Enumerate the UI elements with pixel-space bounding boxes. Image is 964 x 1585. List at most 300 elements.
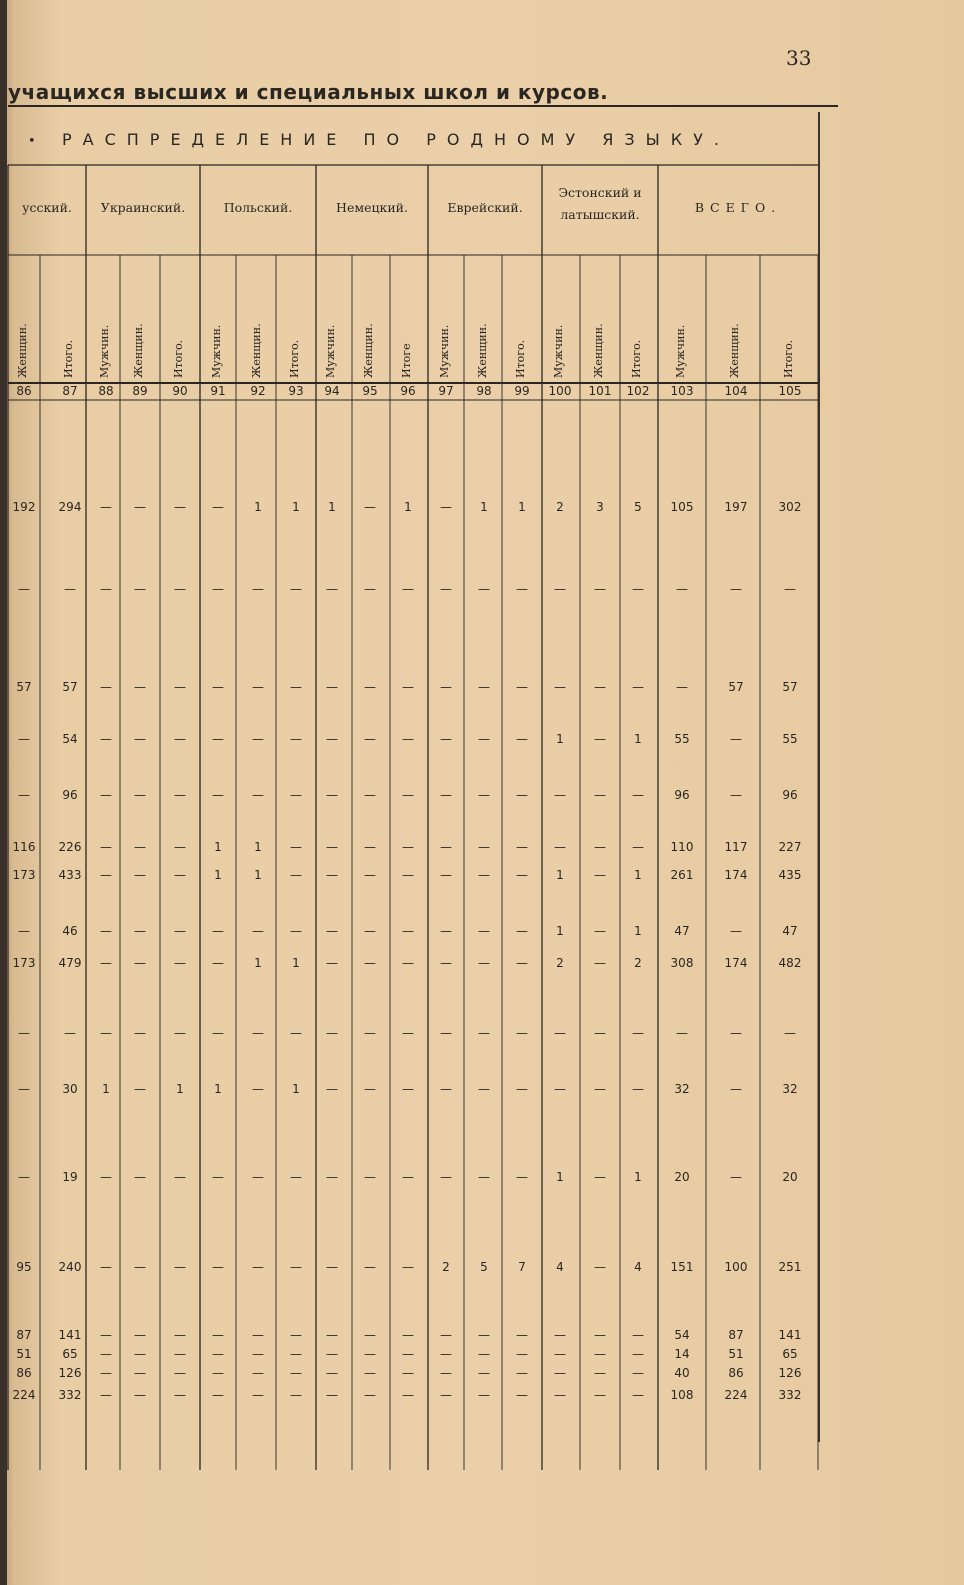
table-cell: — xyxy=(784,582,796,596)
table-cell: — xyxy=(252,1388,264,1402)
table-cell: — xyxy=(516,1328,528,1342)
table-cell: — xyxy=(134,500,146,514)
table-cell: — xyxy=(784,1026,796,1040)
table-cell: — xyxy=(440,956,452,970)
subheader-label: Женщин. xyxy=(250,323,263,378)
table-cell: — xyxy=(554,680,566,694)
table-cell: 20 xyxy=(674,1170,690,1184)
table-cell: — xyxy=(212,1366,224,1380)
table-cell: — xyxy=(134,1170,146,1184)
table-cell: — xyxy=(290,840,302,854)
table-cell: — xyxy=(402,1366,414,1380)
table-cell: 86 xyxy=(16,1366,32,1380)
table-cell: — xyxy=(676,680,688,694)
table-cell: 57 xyxy=(16,680,32,694)
table-cell: — xyxy=(134,1366,146,1380)
table-cell: — xyxy=(252,1366,264,1380)
table-cell: 197 xyxy=(724,500,748,514)
table-cell: 435 xyxy=(778,868,802,882)
table-cell: 1 xyxy=(254,500,262,514)
table-cell: — xyxy=(252,924,264,938)
column-number: 88 xyxy=(98,384,114,398)
table-cell: — xyxy=(18,1170,30,1184)
table-cell: 1 xyxy=(254,840,262,854)
table-cell: — xyxy=(134,680,146,694)
table-cell: 117 xyxy=(724,840,748,854)
language-header: ВСЕГО. xyxy=(694,200,782,215)
table-cell: — xyxy=(554,840,566,854)
column-number: 97 xyxy=(438,384,454,398)
subheader-label: Итого. xyxy=(288,339,301,378)
table-cell: — xyxy=(594,840,606,854)
subheader-label: Женщин. xyxy=(132,323,145,378)
table-cell: 1 xyxy=(292,1082,300,1096)
table-cell: — xyxy=(364,1026,376,1040)
table-cell: 1 xyxy=(518,500,526,514)
column-number: 98 xyxy=(476,384,492,398)
table-cell: — xyxy=(632,582,644,596)
column-number: 101 xyxy=(588,384,612,398)
table-cell: — xyxy=(554,1347,566,1361)
table-cell: 1 xyxy=(214,1082,222,1096)
table-cell: 2 xyxy=(634,956,642,970)
table-cell: 1 xyxy=(556,732,564,746)
table-cell: — xyxy=(554,1388,566,1402)
table-cell: — xyxy=(364,788,376,802)
table-cell: — xyxy=(326,788,338,802)
table-cell: 224 xyxy=(12,1388,36,1402)
table-cell: — xyxy=(326,1170,338,1184)
table-cell: — xyxy=(516,732,528,746)
table-cell: 1 xyxy=(176,1082,184,1096)
table-cell: 4 xyxy=(634,1260,642,1274)
table-cell: — xyxy=(730,924,742,938)
table-cell: — xyxy=(326,1026,338,1040)
table-cell: — xyxy=(174,500,186,514)
table-cell: — xyxy=(632,788,644,802)
table-cell: 65 xyxy=(62,1347,78,1361)
table-cell: — xyxy=(516,1366,528,1380)
table-cell: — xyxy=(174,1328,186,1342)
table-cell: 174 xyxy=(724,956,748,970)
table-cell: — xyxy=(134,956,146,970)
table-cell: 87 xyxy=(728,1328,744,1342)
table-cell: — xyxy=(730,788,742,802)
table-cell: 227 xyxy=(778,840,802,854)
table-cell: 5 xyxy=(634,500,642,514)
table-cell: — xyxy=(290,868,302,882)
table-cell: 86 xyxy=(728,1366,744,1380)
table-cell: 116 xyxy=(12,840,36,854)
table-cell: — xyxy=(594,1347,606,1361)
table-cell: — xyxy=(516,924,528,938)
table-cell: — xyxy=(516,840,528,854)
table-cell: — xyxy=(290,582,302,596)
table-cell: 482 xyxy=(778,956,802,970)
table-cell: — xyxy=(478,840,490,854)
table-cell: — xyxy=(478,868,490,882)
table-cell: — xyxy=(402,732,414,746)
table-cell: 4 xyxy=(556,1260,564,1274)
table-cell: — xyxy=(100,582,112,596)
table-cell: — xyxy=(402,840,414,854)
table-cell: — xyxy=(402,788,414,802)
column-number: 104 xyxy=(724,384,748,398)
table-cell: — xyxy=(134,1026,146,1040)
table-cell: 308 xyxy=(670,956,694,970)
table-cell: 224 xyxy=(724,1388,748,1402)
table-cell: 57 xyxy=(782,680,798,694)
table-cell: 126 xyxy=(58,1366,82,1380)
table-cell: 96 xyxy=(674,788,690,802)
table-cell: — xyxy=(290,680,302,694)
table-cell: — xyxy=(402,924,414,938)
table-cell: — xyxy=(364,868,376,882)
table-cell: 96 xyxy=(62,788,78,802)
table-cell: — xyxy=(174,1260,186,1274)
table-cell: — xyxy=(594,1026,606,1040)
table-cell: 332 xyxy=(778,1388,802,1402)
table-cell: — xyxy=(402,956,414,970)
table-cell: — xyxy=(326,868,338,882)
table-cell: — xyxy=(594,924,606,938)
table-cell: — xyxy=(676,582,688,596)
table-cell: 51 xyxy=(16,1347,32,1361)
table-cell: — xyxy=(290,924,302,938)
table-cell: — xyxy=(632,1026,644,1040)
column-number: 89 xyxy=(132,384,148,398)
table-cell: — xyxy=(326,1388,338,1402)
table-cell: — xyxy=(730,582,742,596)
table-cell: — xyxy=(290,1170,302,1184)
table-cell: — xyxy=(632,1388,644,1402)
table-cell: — xyxy=(290,1328,302,1342)
table-cell: — xyxy=(174,1347,186,1361)
table-cell: 32 xyxy=(782,1082,798,1096)
table-cell: — xyxy=(364,1328,376,1342)
table-cell: — xyxy=(18,788,30,802)
language-header: Еврейский. xyxy=(447,200,523,215)
table-cell: — xyxy=(440,788,452,802)
table-cell: — xyxy=(174,1388,186,1402)
table-cell: — xyxy=(364,582,376,596)
table-cell: 19 xyxy=(62,1170,78,1184)
table-cell: — xyxy=(364,1347,376,1361)
table-cell: — xyxy=(440,1388,452,1402)
table-cell: 1 xyxy=(634,1170,642,1184)
column-number: 99 xyxy=(514,384,530,398)
table-cell: 51 xyxy=(728,1347,744,1361)
table-cell: — xyxy=(212,582,224,596)
table-cell: 105 xyxy=(670,500,694,514)
table-cell: 55 xyxy=(782,732,798,746)
table-cell: — xyxy=(100,1328,112,1342)
table-cell: 126 xyxy=(778,1366,802,1380)
table-cell: 1 xyxy=(254,868,262,882)
table-cell: — xyxy=(594,1260,606,1274)
table-cell: 1 xyxy=(480,500,488,514)
table-cell: — xyxy=(212,788,224,802)
subheader-label: Мужчин. xyxy=(324,324,337,378)
column-number: 93 xyxy=(288,384,304,398)
table-cell: — xyxy=(252,680,264,694)
table-cell: 1 xyxy=(102,1082,110,1096)
table-cell: 95 xyxy=(16,1260,32,1274)
table-cell: — xyxy=(364,1082,376,1096)
table-cell: 2 xyxy=(442,1260,450,1274)
table-cell: 2 xyxy=(556,500,564,514)
table-cell: 40 xyxy=(674,1366,690,1380)
column-number: 100 xyxy=(548,384,572,398)
table-cell: — xyxy=(18,1026,30,1040)
table-cell: 54 xyxy=(62,732,78,746)
table-cell: — xyxy=(440,924,452,938)
table-cell: — xyxy=(364,1170,376,1184)
column-number: 96 xyxy=(400,384,416,398)
section-title: РАСПРЕДЕЛЕНИЕ ПО РОДНОМУ ЯЗЫКУ. xyxy=(62,130,730,149)
table-cell: — xyxy=(212,680,224,694)
table-cell: 2 xyxy=(556,956,564,970)
subheader-label: Итого. xyxy=(782,339,795,378)
table-cell: — xyxy=(326,1082,338,1096)
table-cell: — xyxy=(516,1170,528,1184)
table-cell: 1 xyxy=(292,956,300,970)
table-cell: — xyxy=(478,1388,490,1402)
table-cell: 151 xyxy=(670,1260,694,1274)
column-number: 92 xyxy=(250,384,266,398)
table-cell: — xyxy=(212,732,224,746)
table-cell: — xyxy=(326,680,338,694)
table-cell: — xyxy=(516,1026,528,1040)
table-cell: — xyxy=(326,956,338,970)
table-cell: — xyxy=(440,732,452,746)
table-cell: — xyxy=(134,582,146,596)
table-cell: — xyxy=(632,1366,644,1380)
table-cell: — xyxy=(18,924,30,938)
table-cell: — xyxy=(212,1347,224,1361)
table-cell: 294 xyxy=(58,500,82,514)
table-cell: 433 xyxy=(58,868,82,882)
table-cell: — xyxy=(100,788,112,802)
table-cell: — xyxy=(326,1328,338,1342)
table-cell: — xyxy=(516,868,528,882)
table-cell: — xyxy=(364,956,376,970)
table-cell: 332 xyxy=(58,1388,82,1402)
section-bullet: • xyxy=(28,134,36,149)
table-cell: — xyxy=(212,1026,224,1040)
table-cell: — xyxy=(478,1328,490,1342)
table-cell: — xyxy=(554,1082,566,1096)
table-cell: — xyxy=(134,868,146,882)
table-cell: — xyxy=(516,1347,528,1361)
table-cell: — xyxy=(252,1347,264,1361)
table-cell: 1 xyxy=(556,1170,564,1184)
table-cell: — xyxy=(290,1366,302,1380)
table-cell: — xyxy=(516,1082,528,1096)
table-cell: — xyxy=(632,1347,644,1361)
table-cell: — xyxy=(632,1328,644,1342)
table-cell: — xyxy=(730,1026,742,1040)
table-cell: 1 xyxy=(556,868,564,882)
table-cell: — xyxy=(478,732,490,746)
table-cell: — xyxy=(594,1328,606,1342)
table-cell: — xyxy=(100,868,112,882)
column-number: 105 xyxy=(778,384,802,398)
table-cell: — xyxy=(212,500,224,514)
table-cell: 20 xyxy=(782,1170,798,1184)
table-cell: — xyxy=(100,1388,112,1402)
table-cell: 3 xyxy=(596,500,604,514)
table-cell: — xyxy=(554,1026,566,1040)
table-cell: — xyxy=(478,1170,490,1184)
table-cell: 141 xyxy=(58,1328,82,1342)
table-cell: 47 xyxy=(782,924,798,938)
table-cell: 54 xyxy=(674,1328,690,1342)
table-cell: — xyxy=(134,1328,146,1342)
subheader-label: Женщин. xyxy=(728,323,741,378)
table-cell: — xyxy=(174,732,186,746)
table-cell: — xyxy=(252,1082,264,1096)
table-cell: — xyxy=(516,788,528,802)
table-cell: 141 xyxy=(778,1328,802,1342)
subheader-label: Итоге xyxy=(400,343,413,378)
table-cell: — xyxy=(594,1082,606,1096)
table-cell: 174 xyxy=(724,868,748,882)
table-cell: — xyxy=(440,1328,452,1342)
table-cell: — xyxy=(18,732,30,746)
table-cell: — xyxy=(440,1026,452,1040)
table-cell: — xyxy=(212,1170,224,1184)
table-cell: — xyxy=(174,924,186,938)
language-header: Польский. xyxy=(223,200,293,215)
table-cell: 46 xyxy=(62,924,78,938)
table-cell: — xyxy=(100,840,112,854)
table-cell: — xyxy=(402,1026,414,1040)
table-cell: — xyxy=(290,732,302,746)
table-cell: — xyxy=(174,1170,186,1184)
table-cell: — xyxy=(174,868,186,882)
table-cell: — xyxy=(594,1366,606,1380)
table-cell: — xyxy=(478,924,490,938)
table-cell: — xyxy=(18,582,30,596)
subheader-label: Итого. xyxy=(514,339,527,378)
table-cell: — xyxy=(290,1026,302,1040)
column-number: 103 xyxy=(670,384,694,398)
table-cell: — xyxy=(100,1366,112,1380)
column-number: 102 xyxy=(626,384,650,398)
table-cell: — xyxy=(478,1026,490,1040)
table-cell: — xyxy=(18,1082,30,1096)
table-cell: — xyxy=(594,956,606,970)
table-cell: — xyxy=(440,500,452,514)
subheader-label: Мужчин. xyxy=(438,324,451,378)
table-cell: — xyxy=(212,1260,224,1274)
table-cell: — xyxy=(100,924,112,938)
table-cell: — xyxy=(252,1260,264,1274)
table-cell: 55 xyxy=(674,732,690,746)
table-cell: — xyxy=(440,1347,452,1361)
table-cell: — xyxy=(174,788,186,802)
table-cell: — xyxy=(134,1082,146,1096)
column-number: 91 xyxy=(210,384,226,398)
table-cell: — xyxy=(594,788,606,802)
table-cell: — xyxy=(730,1170,742,1184)
table-cell: 96 xyxy=(782,788,798,802)
table-cell: 1 xyxy=(292,500,300,514)
table-cell: 226 xyxy=(58,840,82,854)
table-cell: — xyxy=(594,868,606,882)
table-cell: — xyxy=(516,680,528,694)
table-cell: — xyxy=(174,680,186,694)
subheader-label: Мужчин. xyxy=(552,324,565,378)
table-cell: — xyxy=(212,1388,224,1402)
table-cell: — xyxy=(402,680,414,694)
table-cell: 173 xyxy=(12,868,36,882)
table-cell: 7 xyxy=(518,1260,526,1274)
language-header: усский. xyxy=(22,200,72,215)
table-cell: — xyxy=(326,1347,338,1361)
table-cell: — xyxy=(554,582,566,596)
table-cell: — xyxy=(134,1388,146,1402)
table-cell: — xyxy=(100,1170,112,1184)
table-cell: — xyxy=(290,1260,302,1274)
table-cell: 240 xyxy=(58,1260,82,1274)
table-cell: — xyxy=(100,732,112,746)
table-cell: 261 xyxy=(670,868,694,882)
table-cell: — xyxy=(402,1082,414,1096)
table-cell: 1 xyxy=(634,924,642,938)
table-cell: — xyxy=(478,788,490,802)
table-cell: — xyxy=(290,1347,302,1361)
table-cell: — xyxy=(290,788,302,802)
table-cell: 65 xyxy=(782,1347,798,1361)
table-cell: — xyxy=(326,1366,338,1380)
table-cell: — xyxy=(134,924,146,938)
table-cell: — xyxy=(100,956,112,970)
table-cell: — xyxy=(478,1366,490,1380)
table-cell: — xyxy=(212,1328,224,1342)
table-cell: — xyxy=(174,1026,186,1040)
table-cell: 1 xyxy=(214,840,222,854)
subheader-label: Мужчин. xyxy=(98,324,111,378)
table-cell: 110 xyxy=(670,840,694,854)
subheader-label: Итого. xyxy=(630,339,643,378)
table-cell: — xyxy=(402,1170,414,1184)
subheader-label: Женщин. xyxy=(476,323,489,378)
table-cell: — xyxy=(402,1388,414,1402)
table-cell: — xyxy=(478,1082,490,1096)
table-cell: — xyxy=(174,956,186,970)
table-cell: — xyxy=(100,500,112,514)
table-cell: — xyxy=(440,840,452,854)
table-cell: — xyxy=(134,840,146,854)
table-cell: — xyxy=(212,924,224,938)
table-cell: 57 xyxy=(62,680,78,694)
table-cell: — xyxy=(252,1026,264,1040)
table-cell: — xyxy=(64,582,76,596)
table-cell: — xyxy=(516,956,528,970)
table-cell: 173 xyxy=(12,956,36,970)
table-cell: 251 xyxy=(778,1260,802,1274)
table-cell: — xyxy=(174,582,186,596)
subheader-label: Женщин. xyxy=(16,323,29,378)
table-cell: 30 xyxy=(62,1082,78,1096)
table-cell: — xyxy=(402,868,414,882)
table-cell: — xyxy=(326,924,338,938)
table-cell: — xyxy=(478,680,490,694)
table-cell: — xyxy=(100,1260,112,1274)
table-cell: — xyxy=(402,1328,414,1342)
